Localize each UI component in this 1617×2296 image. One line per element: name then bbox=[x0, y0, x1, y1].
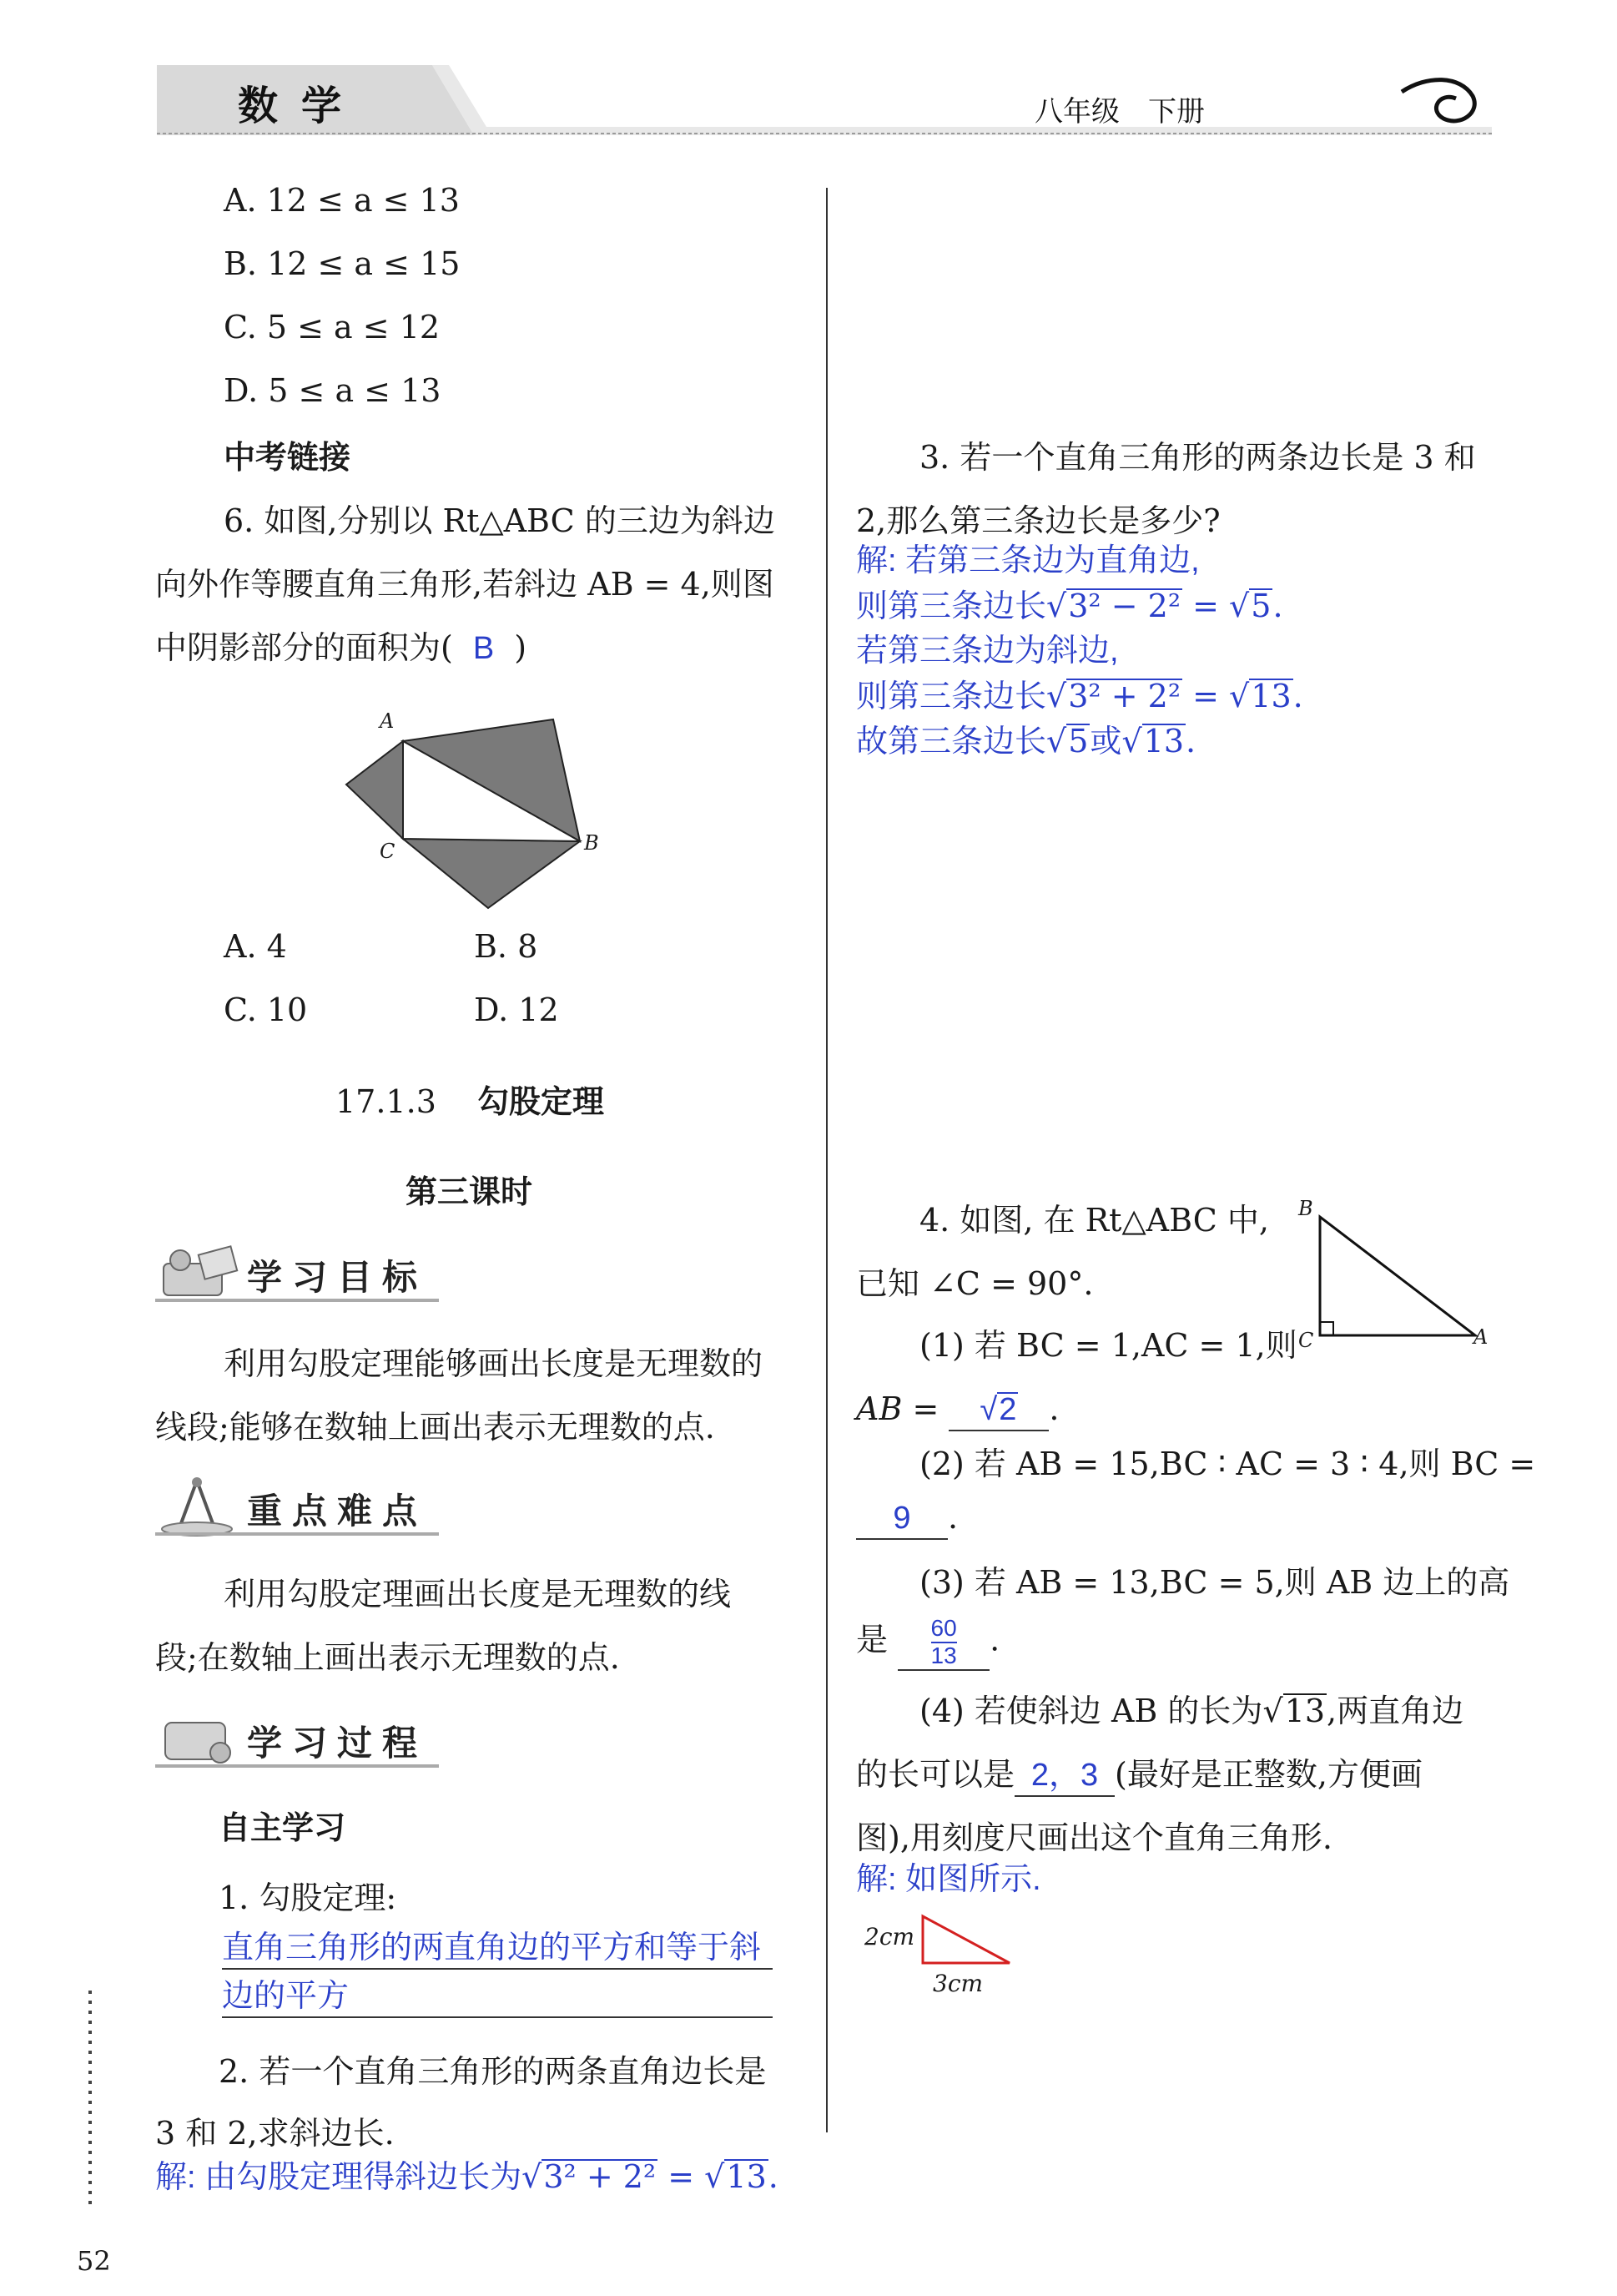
option-c: C. 5 ≤ a ≤ 12 bbox=[224, 309, 441, 346]
q4-3-line-2: 是 $\frac{60}{13}$ . bbox=[856, 1616, 1000, 1671]
page-number: 52 bbox=[77, 2245, 111, 2277]
process-heading: 学习过程 bbox=[155, 1706, 456, 1773]
section-number: 17.1.3 bbox=[335, 1083, 436, 1120]
q4-solution: 解: 如图所示. bbox=[856, 1862, 1041, 1897]
q6-answer: B bbox=[472, 631, 495, 666]
q4-figure bbox=[1302, 1202, 1485, 1352]
q6-line-3: 中阴影部分的面积为( B ) bbox=[155, 629, 527, 666]
option-d: D. 5 ≤ a ≤ 13 bbox=[224, 372, 441, 409]
q6-line-1: 6. 如图,分别以 Rt△ABC 的三边为斜边 bbox=[224, 502, 775, 539]
compass-icon bbox=[155, 1474, 247, 1541]
red-triangle-label-2cm: 2cm bbox=[864, 1923, 915, 1950]
q3-sol-4: 则第三条边长√3² + 2² = √13. bbox=[856, 678, 1303, 714]
q6-option-c: C. 10 bbox=[224, 992, 308, 1028]
q4-2-line-2: 9 . bbox=[856, 1499, 958, 1540]
q4-4-line-2: 的长可以是 2，3 (最好是正整数,方便画 bbox=[856, 1756, 1423, 1797]
q2-line-1: 2. 若一个直角三角形的两条直角边长是 bbox=[219, 2053, 767, 2090]
q4-3: (3) 若 AB = 13,BC = 5,则 AB 边上的高 bbox=[919, 1564, 1510, 1601]
key-line-1: 利用勾股定理画出长度是无理数的线 bbox=[224, 1576, 732, 1612]
zhongkao-heading: 中考链接 bbox=[224, 439, 351, 476]
q3-sol-5: 故第三条边长√5或√13. bbox=[856, 723, 1196, 759]
q4-2: (2) 若 AB = 15,BC ∶ AC = 3 ∶ 4,则 BC = bbox=[919, 1446, 1536, 1482]
q4-line-2: 已知 ∠C = 90°. bbox=[856, 1265, 1094, 1302]
q3-sol-2: 则第三条边长√3² − 2² = √5. bbox=[856, 588, 1283, 624]
q4-4-line-3: 图),用刻度尺画出这个直角三角形. bbox=[856, 1819, 1332, 1856]
section-title: 勾股定理 bbox=[477, 1083, 605, 1120]
q4-1-line-2: AB = √2 . bbox=[856, 1390, 1059, 1431]
q4-1-answer: 2 bbox=[999, 1392, 1017, 1427]
goal-line-1: 利用勾股定理能够画出长度是无理数的 bbox=[224, 1345, 763, 1382]
q6-option-a: A. 4 bbox=[224, 928, 287, 965]
fig4-label-b: B bbox=[1298, 1197, 1313, 1220]
margin-dots bbox=[88, 1991, 92, 2208]
fig6-label-b: B bbox=[584, 831, 599, 855]
q1-answer-line-2: 边的平方 bbox=[222, 1978, 773, 2018]
goal-line-2: 线段;能够在数轴上画出表示无理数的点. bbox=[155, 1409, 715, 1446]
q3-sol-3: 若第三条边为斜边, bbox=[856, 633, 1119, 669]
self-study-heading: 自主学习 bbox=[219, 1809, 346, 1846]
fig4-label-a: A bbox=[1473, 1325, 1489, 1349]
q3-sol-1: 解: 若第三条边为直角边, bbox=[856, 543, 1200, 578]
q4-4: (4) 若使斜边 AB 的长为√13,两直角边 bbox=[919, 1693, 1464, 1729]
q4-4-answer: 2，3 bbox=[1015, 1757, 1115, 1797]
key-line-2: 段;在数轴上画出表示无理数的点. bbox=[155, 1639, 620, 1676]
option-b: B. 12 ≤ a ≤ 15 bbox=[224, 245, 461, 282]
key-heading: 重点难点 bbox=[155, 1474, 456, 1541]
q3-line-1: 3. 若一个直角三角形的两条边长是 3 和 bbox=[919, 439, 1476, 476]
q1-answer-line-1: 直角三角形的两直角边的平方和等于斜 bbox=[222, 1930, 773, 1970]
column-divider bbox=[826, 188, 828, 2132]
lesson-title: 第三课时 bbox=[406, 1173, 533, 1210]
q3-line-2: 2,那么第三条边长是多少? bbox=[856, 502, 1221, 539]
subject-title: 数学 bbox=[238, 83, 365, 129]
red-triangle-label-3cm: 3cm bbox=[933, 1970, 984, 1997]
fig6-label-c: C bbox=[380, 840, 395, 863]
q4-red-triangle bbox=[918, 1911, 1018, 1970]
q4-line-1: 4. 如图, 在 Rt△ABC 中, bbox=[919, 1202, 1269, 1239]
q6-line-2: 向外作等腰直角三角形,若斜边 AB = 4,则图 bbox=[155, 566, 774, 603]
q6-figure bbox=[338, 701, 622, 918]
grade-volume: 八年级 下册 bbox=[1035, 95, 1205, 129]
q2-line-2: 3 和 2,求斜边长. bbox=[155, 2115, 395, 2152]
header-ornament-icon bbox=[1393, 67, 1494, 134]
q4-1: (1) 若 BC = 1,AC = 1,则 bbox=[919, 1327, 1297, 1364]
q1-label: 1. 勾股定理: bbox=[219, 1880, 397, 1916]
scroll-icon bbox=[155, 1706, 247, 1773]
q4-2-answer: 9 bbox=[856, 1500, 948, 1540]
q6-option-d: D. 12 bbox=[474, 992, 559, 1028]
option-a: A. 12 ≤ a ≤ 13 bbox=[224, 182, 460, 219]
q6-option-b: B. 8 bbox=[474, 928, 538, 965]
fig4-label-c: C bbox=[1298, 1329, 1314, 1352]
q4-3-denominator: 13 bbox=[930, 1642, 957, 1668]
books-icon bbox=[155, 1240, 247, 1307]
q2-solution: 解: 由勾股定理得斜边长为√3² + 2² = √13. bbox=[155, 2158, 778, 2195]
fig6-label-a: A bbox=[380, 709, 395, 733]
goal-heading: 学习目标 bbox=[155, 1240, 456, 1307]
q4-3-numerator: 60 bbox=[931, 1616, 957, 1643]
